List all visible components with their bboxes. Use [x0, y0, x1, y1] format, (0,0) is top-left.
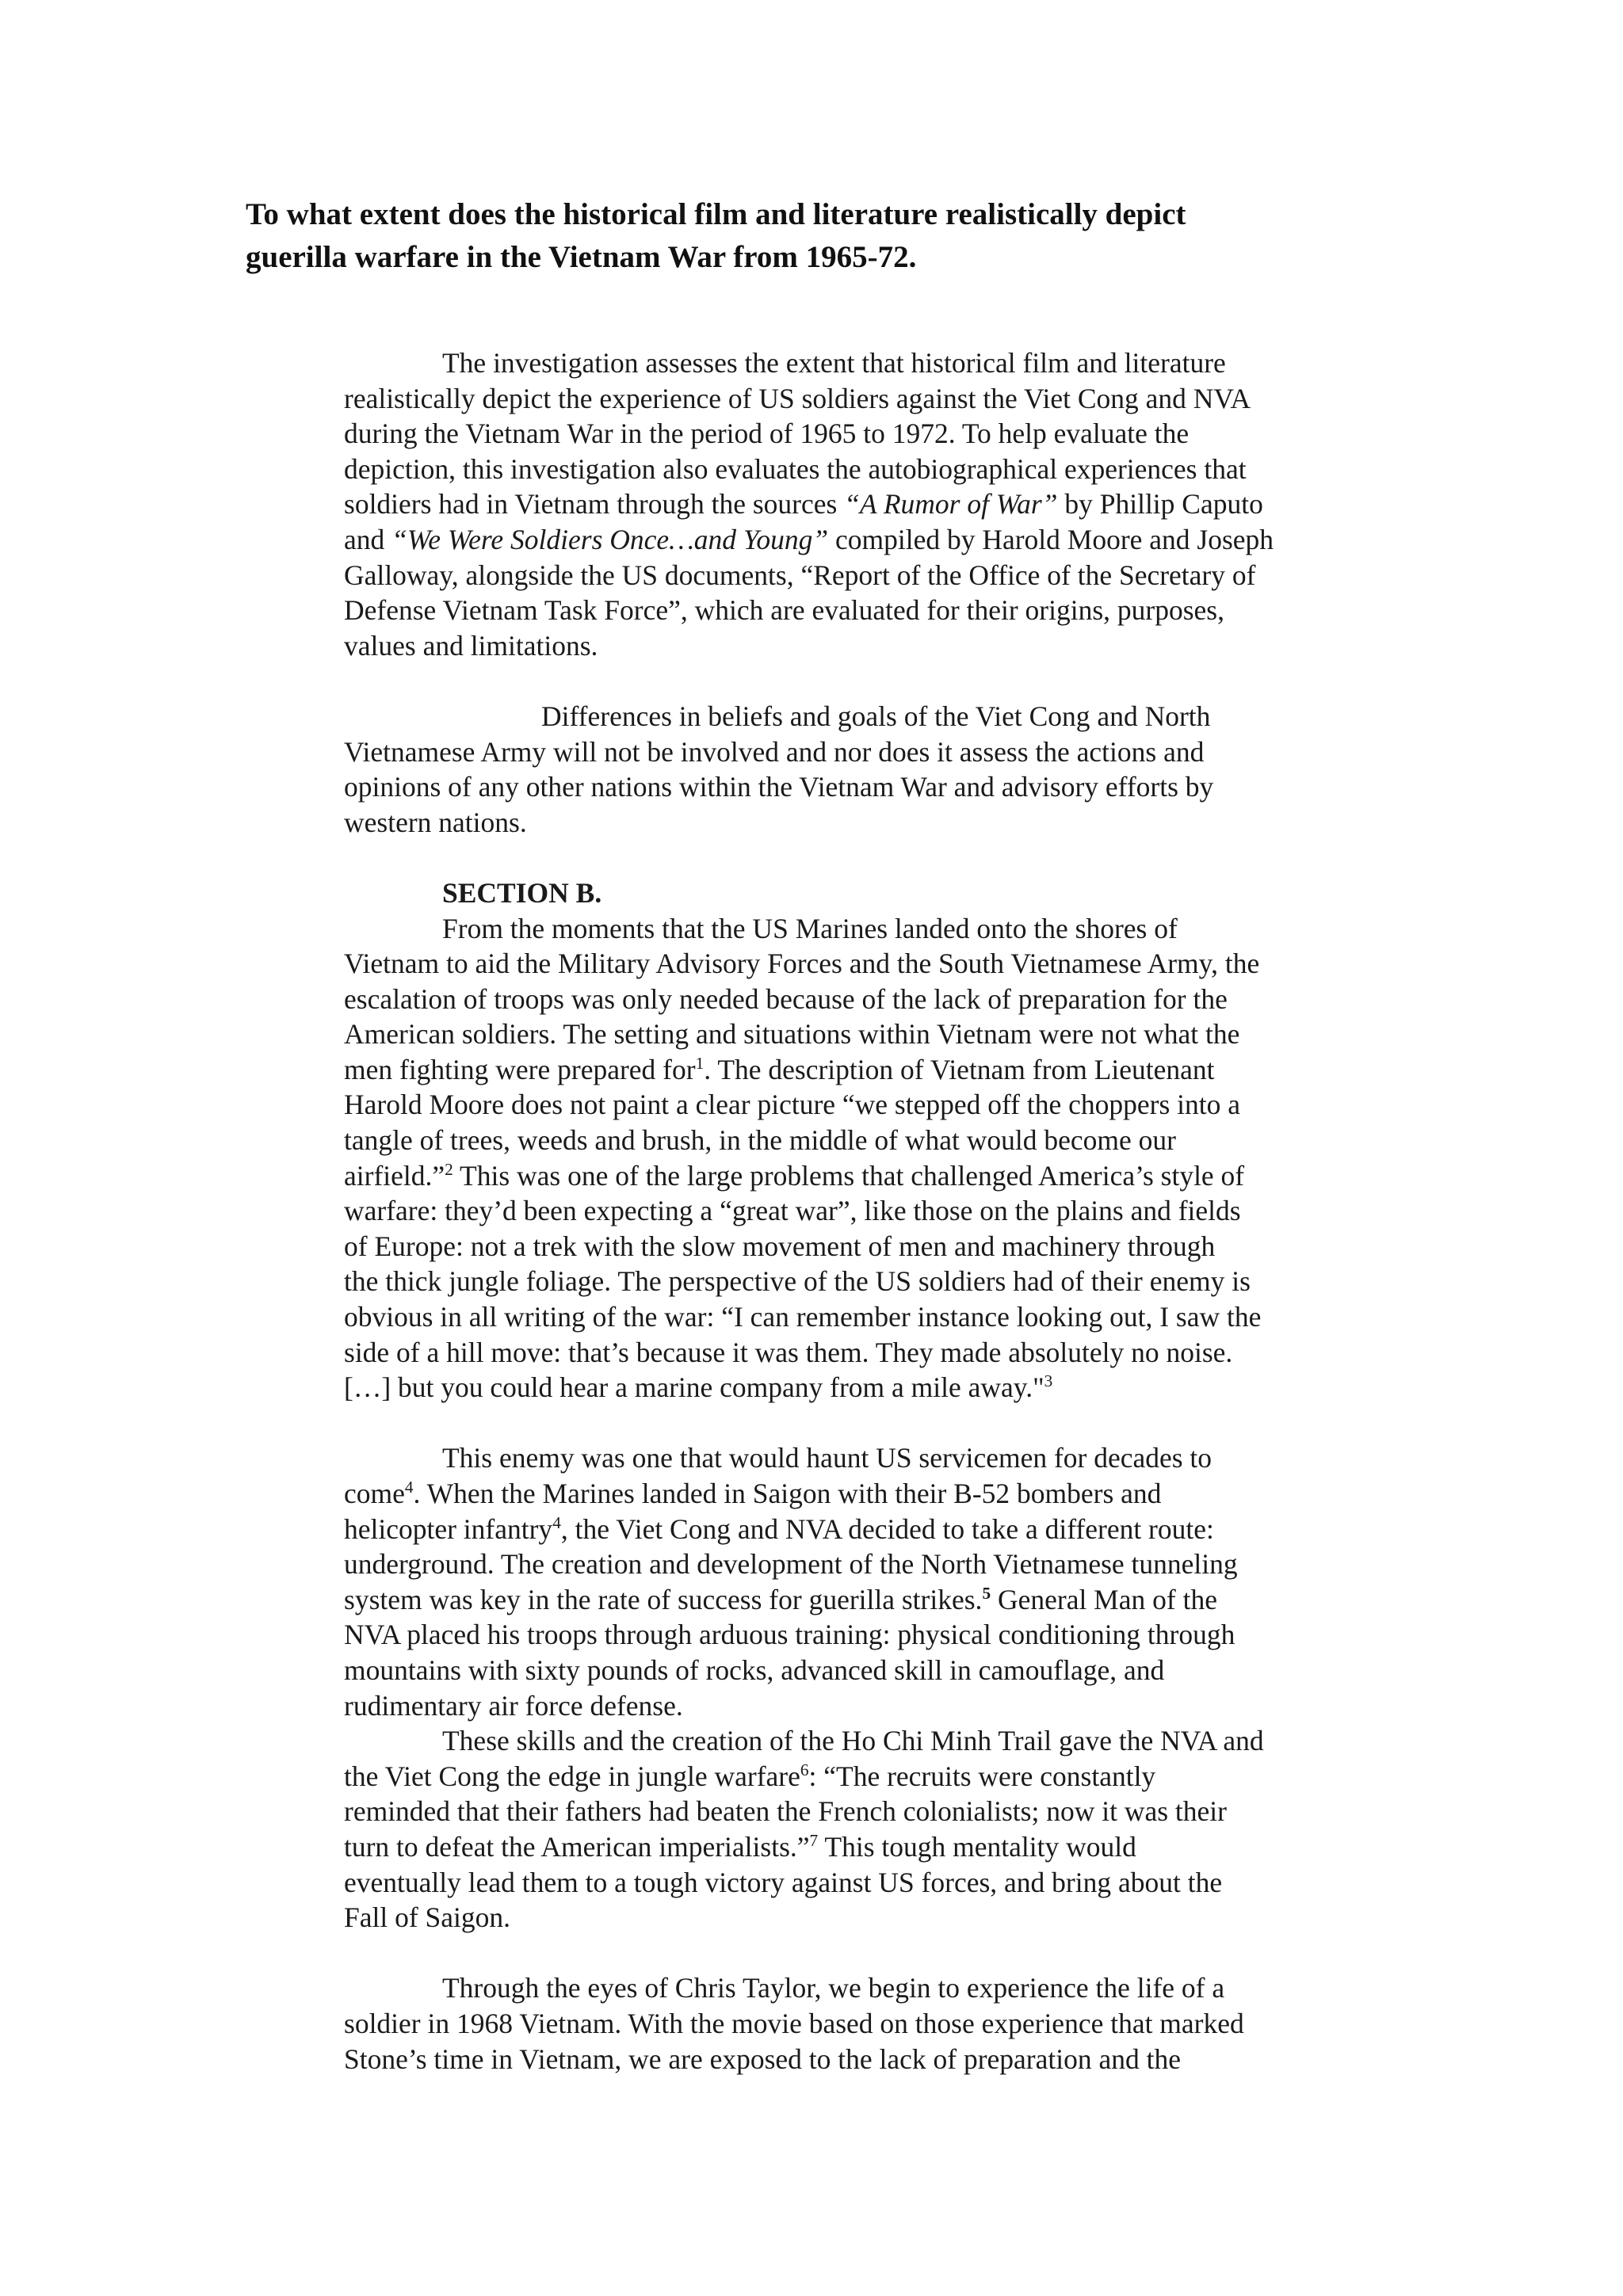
- footnote-marker: 1: [695, 1054, 705, 1074]
- text-line: system was key in the rate of success for guerilla strikes.$^5$ General Man of the: [344, 1583, 1217, 1615]
- text-line: during the Vietnam War in the period of 1965 to 1972. To help evaluate the: [344, 418, 1190, 450]
- text-line: side of a hill move: that’s because it was them. They made absolutely no noise.: [344, 1336, 1233, 1368]
- section-heading: SECTION B.: [442, 876, 602, 909]
- text-line: reminded that their fathers had beaten the French colonialists; now it was their: [344, 1795, 1227, 1828]
- footnote-marker: 4: [552, 1512, 561, 1532]
- text-line: obvious in all writing of the war: “I can remember instance looking out, I saw the: [344, 1301, 1262, 1333]
- text-line: underground. The creation and development of the North Vietnamese tunneling: [344, 1548, 1238, 1581]
- text-line: From the moments that the US Marines landed onto the shores of: [442, 912, 1178, 944]
- scope-paragraph: [344, 699, 1390, 840]
- text-line: Through the eyes of Chris Taylor, we begin to experience the life of a: [442, 1972, 1225, 2004]
- text-line: come$^4$. When the Marines landed in Saigon with their B-52 bombers and: [344, 1478, 1162, 1509]
- text-line: Defense Vietnam Task Force”, which are evaluated for their origins, purposes,: [344, 594, 1224, 627]
- text-line: Fall of Saigon.: [344, 1901, 511, 1934]
- title-line: guerilla warfare in the Vietnam War from 1965-72.: [246, 240, 917, 274]
- source-title-italic: “We Were Soldiers Once…and Young”: [391, 523, 829, 555]
- text-line: soldiers had in Vietnam through the sources “A Rumor of War” by Phillip Caputo: [344, 488, 1263, 521]
- text-line: Differences in beliefs and goals of the Viet Cong and North: [541, 700, 1211, 732]
- source-title-italic: “A Rumor of War”: [844, 488, 1058, 521]
- footnote-marker: 3: [1044, 1371, 1053, 1391]
- essay-body: [344, 345, 1390, 2077]
- text-line: escalation of troops was only needed because of the lack of preparation for the: [344, 982, 1228, 1015]
- section-b-paragraph: [344, 875, 1390, 1405]
- footnote-marker: 7: [809, 1831, 819, 1851]
- text-line: men fighting were prepared for$^1$. The description of Vietnam from Lieutenant: [344, 1053, 1215, 1085]
- text-line: the Viet Cong the edge in jungle warfare$^6$: “The recruits were constantly: [344, 1760, 1156, 1792]
- text-line: warfare: they’d been expecting a “great war”, like those on the plains and fields: [344, 1195, 1241, 1227]
- footnote-marker: 4: [404, 1478, 414, 1497]
- text-line: Harold Moore does not paint a clear picture “we stepped off the choppers into a: [344, 1089, 1241, 1121]
- text-line: American soldiers. The setting and situations within Vietnam were not what the: [344, 1018, 1240, 1051]
- text-line: NVA placed his troops through arduous training: physical conditioning through: [344, 1619, 1235, 1651]
- text-line: This enemy was one that would haunt US servicemen for decades to: [442, 1442, 1212, 1474]
- text-line: tangle of trees, weeds and brush, in the middle of what would become our: [344, 1124, 1176, 1157]
- essay-title: [246, 193, 1419, 279]
- text-line: the thick jungle foliage. The perspective of the US soldiers had of their enemy is: [344, 1265, 1251, 1298]
- text-line: These skills and the creation of the Ho Chi Minh Trail gave the NVA and: [442, 1725, 1264, 1757]
- tunnels-paragraph: [344, 1440, 1390, 1723]
- text-line: Galloway, alongside the US documents, “Report of the Office of the Secretary of: [344, 559, 1256, 591]
- footnote-marker: 2: [445, 1159, 453, 1179]
- text-line: western nations.: [344, 806, 527, 838]
- footnote-marker: 5: [982, 1583, 991, 1603]
- text-line: realistically depict the experience of US soldiers against the Viet Cong and NVA: [344, 382, 1251, 414]
- text-line: The investigation assesses the extent that historical film and literature: [442, 347, 1226, 379]
- footnote-marker: 6: [800, 1760, 809, 1779]
- text-line: depiction, this investigation also evaluates the autobiographical experiences that: [344, 452, 1247, 485]
- text-line: of Europe: not a trek with the slow movement of men and machinery through: [344, 1230, 1216, 1262]
- title-line: To what extent does the historical film and literature realistically depict: [246, 197, 1186, 231]
- text-line: rudimentary air force defense.: [344, 1689, 683, 1722]
- training-paragraph: [344, 1723, 1390, 1936]
- text-line: values and limitations.: [344, 629, 598, 662]
- text-line: and “We Were Soldiers Once…and Young” compiled by Harold Moore and Joseph: [344, 523, 1274, 555]
- text-line: Vietnamese Army will not be involved and nor does it assess the actions and: [344, 735, 1205, 768]
- text-line: Stone’s time in Vietnam, we are exposed to the lack of preparation and the: [344, 2042, 1181, 2075]
- text-line: turn to defeat the American imperialists.”$^7$ This tough mentality would: [344, 1830, 1136, 1863]
- text-line: opinions of any other nations within the Vietnam War and advisory efforts by: [344, 771, 1214, 803]
- intro-paragraph: [344, 345, 1390, 663]
- text-line: Vietnam to aid the Military Advisory Forces and the South Vietnamese Army, the: [344, 948, 1260, 980]
- text-line: soldier in 1968 Vietnam. With the movie based on those experience that marked: [344, 2007, 1244, 2039]
- text-line: helicopter infantry$^4$, the Viet Cong and NVA decided to take a different route:: [344, 1512, 1214, 1545]
- text-line: mountains with sixty pounds of rocks, advanced skill in camouflage, and: [344, 1653, 1165, 1686]
- text-line: eventually lead them to a tough victory against US forces, and bring about the: [344, 1866, 1223, 1898]
- platoon-paragraph: [344, 1970, 1390, 2077]
- text-line: […] but you could hear a marine company from a mile away."$^3$: [344, 1371, 1053, 1404]
- text-line: airfield.”$^2$ This was one of the large problems that challenged America’s style of: [344, 1159, 1245, 1192]
